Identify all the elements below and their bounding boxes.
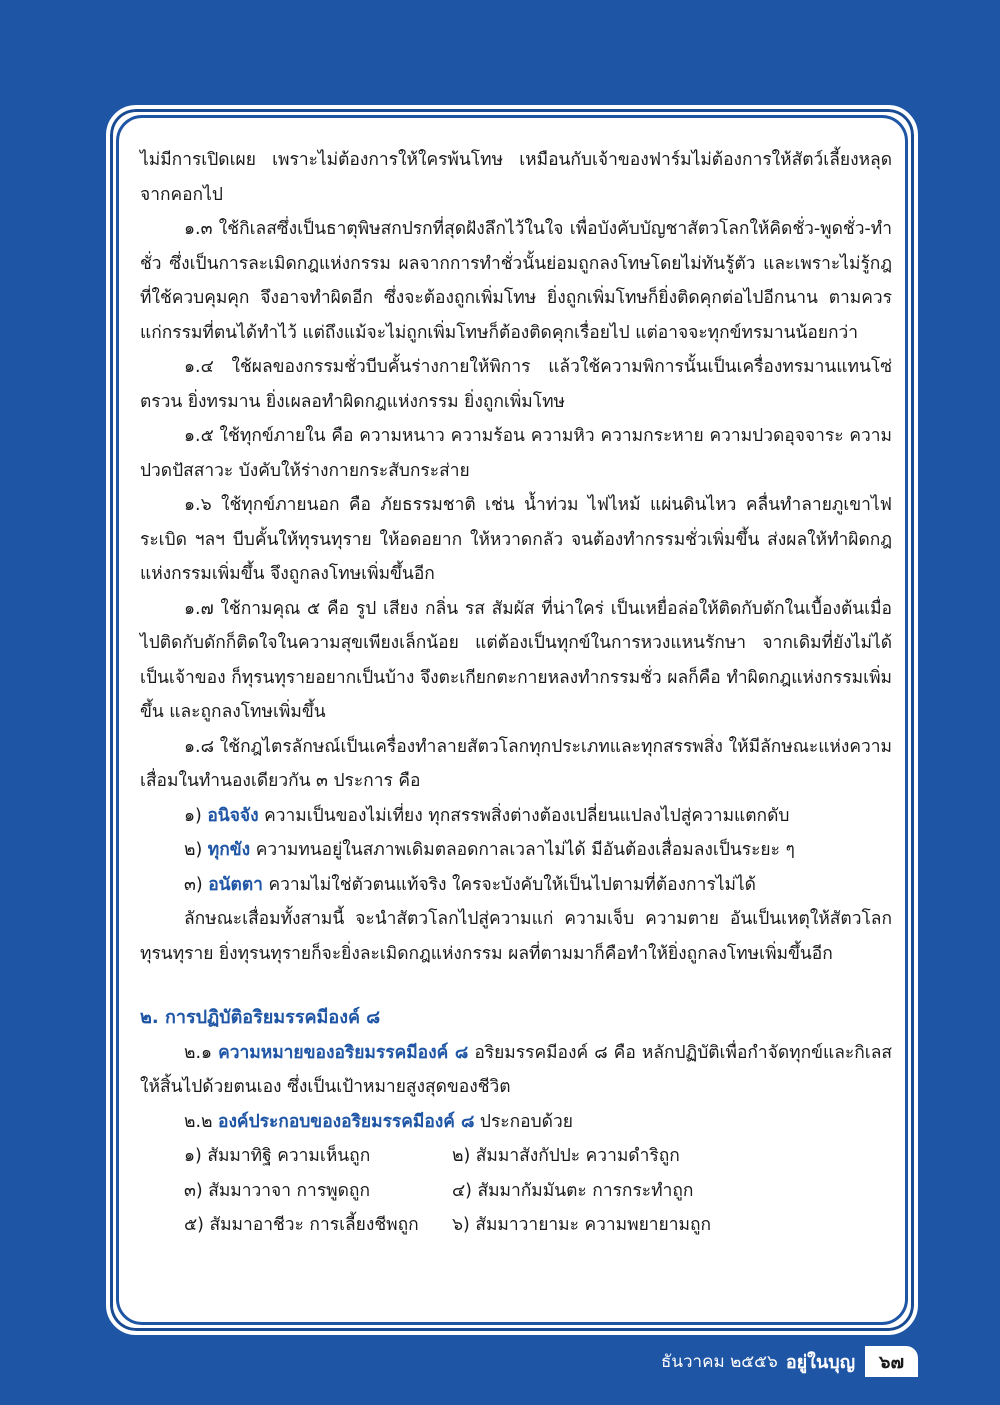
subsection-text: อริยมรรคมีองค์ ๘ คือ หลักปฏิบัติเพื่อกำจัดทุกข์และกิเลสให้สิ้นไปด้วยตนเอง ซึ่งเป็นเป้าหมายสูงสุดของชีวิต [140,1042,892,1097]
factor-item: ๓) สัมมาวาจา การพูดถูก [184,1180,370,1201]
paragraph-intro: ไม่มีการเปิดเผย เพราะไม่ต้องการให้ใครพ้นโทษ เหมือนกับเจ้าของฟาร์มไม่ต้องการให้สัตว์เลี้ยงหลุดจากคอกไป [140,150,892,205]
section-2-heading: ๒. การปฏิบัติอริยมรรคมีองค์ ๘ [140,1007,381,1028]
list-item-anicca [140,799,892,834]
paragraph-1-4: ๑.๔ ใช้ผลของกรรมชั่วบีบคั้นร่างกายให้พิการ แล้วใช้ความพิการนั้นเป็นเครื่องทรมานแทนโซ่ตรวน ยิ่งทรมาน ยิ่งเผลอทำผิดกฎแห่งกรรม ยิ่งถูกเพิ่มโทษ [140,357,892,412]
path-factors-grid [140,1139,892,1243]
list-text: ความเป็นของไม่เที่ยง ทุกสรรพสิ่งต่างต้องเปลี่ยนแปลงไปสู่ความแตกดับ [264,805,790,826]
factor-item: ๒) สัมมาสังกัปปะ ความดำริถูก [452,1146,680,1166]
factor-item: ๕) สัมมาอาชีวะ การเลี้ยงชีพถูก [184,1215,419,1235]
magazine-name: อยู่ในบุญ [785,1351,856,1373]
page-card [106,105,918,1335]
factor-item: ๑) สัมมาทิฐิ ความเห็นถูก [184,1146,371,1166]
paragraph-1-7: ๑.๗ ใช้กามคุณ ๕ คือ รูป เสียง กลิ่น รส สัมผัส ที่น่าใคร่ เป็นเหยื่อล่อให้ติดกับดักในเบื้องต้นเมื่อไปติดกับดักก็ติดใจในความสุขเพียงเล็กน้อย แต่ต้องเป็นทุกข์ในการหวงแหนรักษา จากเดิมที่ยังไม่ได้เป็นเจ้าของ ก็ทุรนทุรายอยากเป็นบ้าง จึงตะเกียกตะกายหลงทำกรรมชั่ว ผลก็คือ ทำผิดกฎแห่งกรรมเพิ่มขึ้น และถูกลงโทษเพิ่มขึ้น [140,598,892,722]
term-anicca: อนิจจัง [207,805,259,826]
page-footer [661,1347,918,1375]
factors-row [184,1208,892,1243]
factor-item: ๔) สัมมากัมมันตะ การกระทำถูก [452,1180,694,1201]
list-item-anatta [140,868,892,903]
list-number: ๑) [184,805,202,826]
subsection-2-2 [140,1105,892,1140]
subsection-number: ๒.๑ [184,1042,213,1063]
paragraph-1-8: ๑.๘ ใช้กฎไตรลักษณ์เป็นเครื่องทำลายสัตวโลกทุกประเภทและทุกสรรพสิ่ง ให้มีลักษณะแห่งความเสื่อมในทำนองเดียวกัน ๓ ประการ คือ [140,736,892,791]
issue-date: ธันวาคม ๒๕๕๖ [661,1351,778,1372]
paragraph-1-3: ๑.๓ ใช้กิเลสซึ่งเป็นธาตุพิษสกปรกที่สุดฝังลึกไว้ในใจ เพื่อบังคับบัญชาสัตวโลกให้คิดชั่ว-พูดชั่ว-ทำชั่ว ซึ่งเป็นการละเมิดกฎแห่งกรรม ผลจากการทำชั่วนั้นย่อมถูกลงโทษโดยไม่ทันรู้ตัว และเพราะไม่รู้กฎที่ใช้ควบคุมคุก จึงอาจทำผิดอีก ซึ่งจะต้องถูกเพิ่มโทษ ยิ่งถูกเพิ่มโทษก็ยิ่งติดคุกต่อไปอีกนาน ตามควรแก่กรรมที่ตนได้ทำไว้ แต่ถึงแม้จะไม่ถูกเพิ่มโทษก็ต้องติดคุกเรื่อยไป แต่อาจจะทุกข์ทรมานน้อยกว่า [140,219,892,343]
list-item-dukkha [140,833,892,868]
list-text: ความทนอยู่ในสภาพเดิมตลอดกาลเวลาไม่ได้ มีอันต้องเสื่อมลงเป็นระยะ ๆ [255,840,795,860]
subsection-text: ประกอบด้วย [479,1111,573,1132]
paragraph-1-6: ๑.๖ ใช้ทุกข์ภายนอก คือ ภัยธรรมชาติ เช่น น้ำท่วม ไฟไหม้ แผ่นดินไหว คลื่นทำลายภูเขาไฟระเบิด ฯลฯ บีบคั้นให้ทุรนทุราย ให้อดอยาก ให้หวาดกลัว จนต้องทำกรรมชั่วเพิ่มขึ้น ส่งผลให้ทำผิดกฎแห่งกรรมเพิ่มขึ้น จึงถูกลงโทษเพิ่มขึ้นอีก [140,495,892,584]
subsection-number: ๒.๒ [184,1111,213,1132]
factors-row [184,1174,892,1209]
factors-row [184,1139,892,1174]
subsection-2-1 [140,1036,892,1105]
article-content [140,143,892,1243]
list-number: ๓) [184,874,203,895]
term-anatta: อนัตตา [208,874,263,895]
factor-item: ๖) สัมมาวายามะ ความพยายามถูก [452,1215,711,1235]
subsection-term: ความหมายของอริยมรรคมีองค์ ๘ [218,1042,469,1063]
page-number: ๖๗ [865,1346,918,1377]
section-spacer [140,971,892,1001]
paragraph-1-5: ๑.๕ ใช้ทุกข์ภายใน คือ ความหนาว ความร้อน ความหิว ความกระหาย ความปวดอุจจาระ ความปวดปัสสาวะ บังคับให้ร่างกายกระสับกระส่าย [140,426,892,481]
subsection-term: องค์ประกอบของอริยมรรคมีองค์ ๘ [218,1111,475,1132]
list-text: ความไม่ใช่ตัวตนแท้จริง ใครจะบังคับให้เป็นไปตามที่ต้องการไม่ได้ [268,874,756,895]
term-dukkha: ทุกขัง [207,840,251,860]
list-number: ๒) [184,840,203,860]
paragraph-summary: ลักษณะเสื่อมทั้งสามนี้ จะนำสัตวโลกไปสู่ความแก่ ความเจ็บ ความตาย อันเป็นเหตุให้สัตวโลกทุรนทุราย ยิ่งทุรนทุรายก็จะยิ่งละเมิดกฎแห่งกรรม ผลที่ตามมาก็คือทำให้ยิ่งถูกลงโทษเพิ่มขึ้นอีก [140,909,892,964]
